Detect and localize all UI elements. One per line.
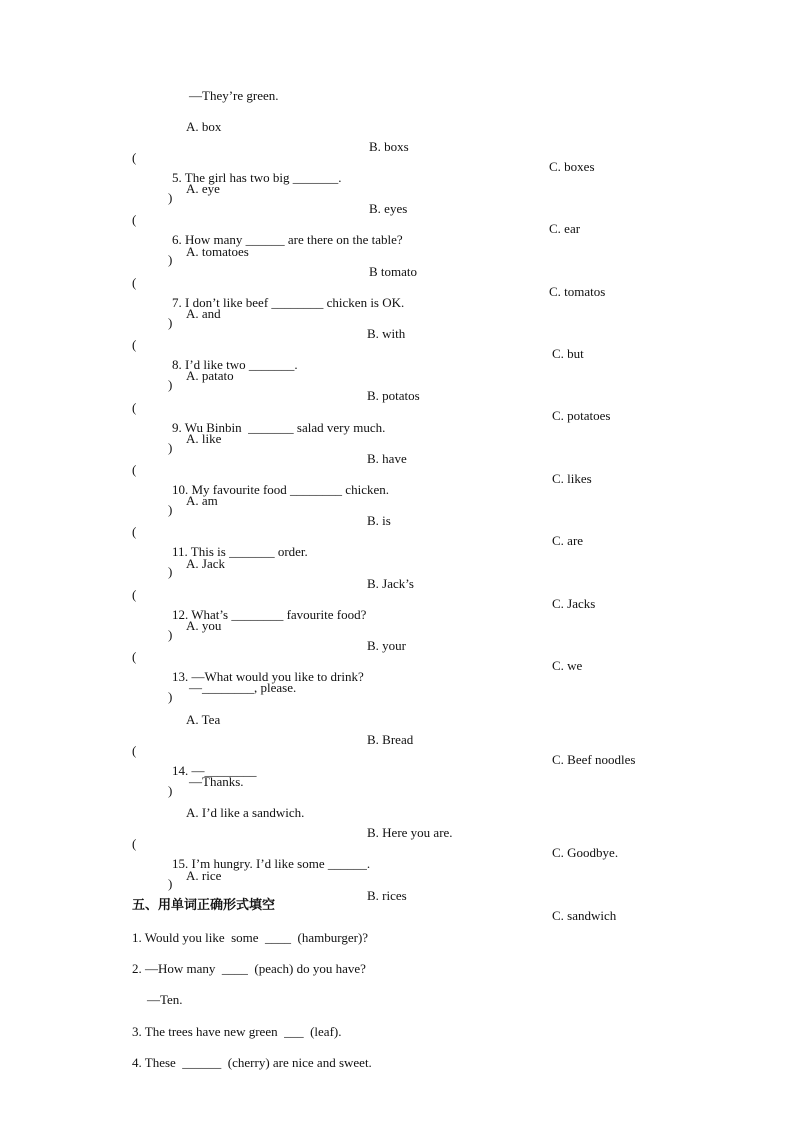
fill-item-1 (0, 908, 794, 945)
answer-bracket-close: ) (168, 627, 173, 642)
answer-bracket-close: ) (168, 190, 173, 205)
q6-options (0, 222, 794, 299)
question-text: 6. How many ______ are there on the table? (172, 232, 403, 247)
option-c: C. but (552, 346, 584, 361)
q13-options (0, 690, 794, 767)
option-a: A. patato (186, 368, 234, 383)
answer-bracket: ( (132, 275, 137, 290)
option-a: A. rice (186, 868, 222, 883)
fill-item-text: 2. —How many ____ (peach) do you have? (132, 961, 366, 976)
question-text: 9. Wu Binbin _______ salad very much. (172, 420, 386, 435)
q14-continuation-line (0, 752, 794, 789)
section-5-heading-line (0, 876, 794, 913)
fill-item-text: 4. These ______ (cherry) are nice and sweet. (132, 1055, 372, 1070)
option-c: C. we (552, 658, 583, 673)
option-b: B. Jack’s (367, 576, 414, 591)
answer-bracket: ( (132, 337, 137, 352)
question-text: 11. This is _______ order. (172, 544, 308, 559)
option-a: A. and (186, 306, 221, 321)
option-b: B. rices (367, 888, 407, 903)
answer-bracket: ( (132, 400, 137, 415)
answer-bracket: ( (132, 462, 137, 477)
question-text: 7. I don’t like beef ________ chicken is OK. (172, 295, 405, 310)
q11-options (0, 534, 794, 611)
q14-options (0, 783, 794, 860)
fill-item-2 (0, 939, 794, 976)
answer-bracket: ( (132, 587, 137, 602)
question-text: 15. I’m hungry. I’d like some ______. (172, 856, 371, 871)
question-text: 12. What’s ________ favourite food? (172, 607, 367, 622)
answer-bracket-close: ) (168, 564, 173, 579)
option-c: C. Jacks (552, 596, 596, 611)
option-a: A. Tea (186, 712, 221, 727)
option-a: A. like (186, 431, 222, 446)
option-b: B. eyes (369, 201, 408, 216)
option-a: A. Jack (186, 556, 225, 571)
option-b: B. have (367, 451, 407, 466)
answer-bracket-close: ) (168, 689, 173, 704)
question-text: 10. My favourite food ________ chicken. (172, 482, 389, 497)
answer-bracket-close: ) (168, 783, 173, 798)
question-text: 14. —________ (172, 763, 257, 778)
question-text: 8. I’d like two _______. (172, 357, 298, 372)
option-c: C. likes (552, 471, 592, 486)
q7-options (0, 284, 794, 361)
answer-bracket: ( (132, 524, 137, 539)
answer-line: —________, please. (189, 680, 297, 695)
q13-continuation-line (0, 658, 794, 695)
question-text: 5. The girl has two big _______. (172, 170, 342, 185)
option-c: C. Goodbye. (552, 845, 619, 860)
q12-options (0, 596, 794, 673)
fill-item-text: 1. Would you like some ____ (hamburger)? (132, 930, 369, 945)
option-b: B. Bread (367, 732, 414, 747)
fill-item-text: 3. The trees have new green ___ (leaf). (132, 1024, 342, 1039)
option-a: A. eye (186, 181, 220, 196)
q8-options (0, 346, 794, 423)
answer-bracket: ( (132, 212, 137, 227)
option-a: A. am (186, 493, 218, 508)
answer-bracket: ( (132, 649, 137, 664)
section-heading: 五、用单词正确形式填空 (132, 898, 276, 913)
fill-item-2-answer (0, 970, 794, 1007)
option-c: C. boxes (549, 159, 595, 174)
question-text: 13. —What would you like to drink? (172, 669, 364, 684)
option-c: C. are (552, 533, 584, 548)
answer-bracket-close: ) (168, 502, 173, 517)
option-b: B tomato (369, 264, 418, 279)
option-b: B. your (367, 638, 406, 653)
answer-line: —They’re green. (189, 88, 279, 103)
q9-options (0, 409, 794, 486)
q4-continuation-line (0, 66, 794, 103)
answer-line: —Thanks. (189, 774, 244, 789)
option-b: B. is (367, 513, 391, 528)
answer-bracket: ( (132, 836, 137, 851)
fill-item-4 (0, 1033, 794, 1070)
answer-bracket-close: ) (168, 315, 173, 330)
option-c: C. tomatos (549, 284, 606, 299)
option-a: A. box (186, 119, 222, 134)
option-c: C. sandwich (552, 908, 617, 923)
option-c: C. potatoes (552, 408, 611, 423)
q4-options (0, 97, 794, 174)
answer-bracket-close: ) (168, 876, 173, 891)
option-a: A. I’d like a sandwich. (186, 805, 305, 820)
fill-item-3 (0, 1002, 794, 1039)
answer-bracket-close: ) (168, 377, 173, 392)
answer-bracket: ( (132, 743, 137, 758)
option-c: C. Beef noodles (552, 752, 636, 767)
option-b: B. Here you are. (367, 825, 453, 840)
answer-bracket: ( (132, 150, 137, 165)
answer-bracket-close: ) (168, 440, 173, 455)
answer-bracket-close: ) (168, 252, 173, 267)
fill-item-text: —Ten. (147, 992, 183, 1007)
option-b: B. potatos (367, 388, 420, 403)
q5-options (0, 159, 794, 236)
option-b: B. with (367, 326, 406, 341)
option-b: B. boxs (369, 139, 409, 154)
option-a: A. you (186, 618, 222, 633)
option-a: A. tomatoes (186, 244, 249, 259)
option-c: C. ear (549, 221, 581, 236)
q10-options (0, 471, 794, 548)
